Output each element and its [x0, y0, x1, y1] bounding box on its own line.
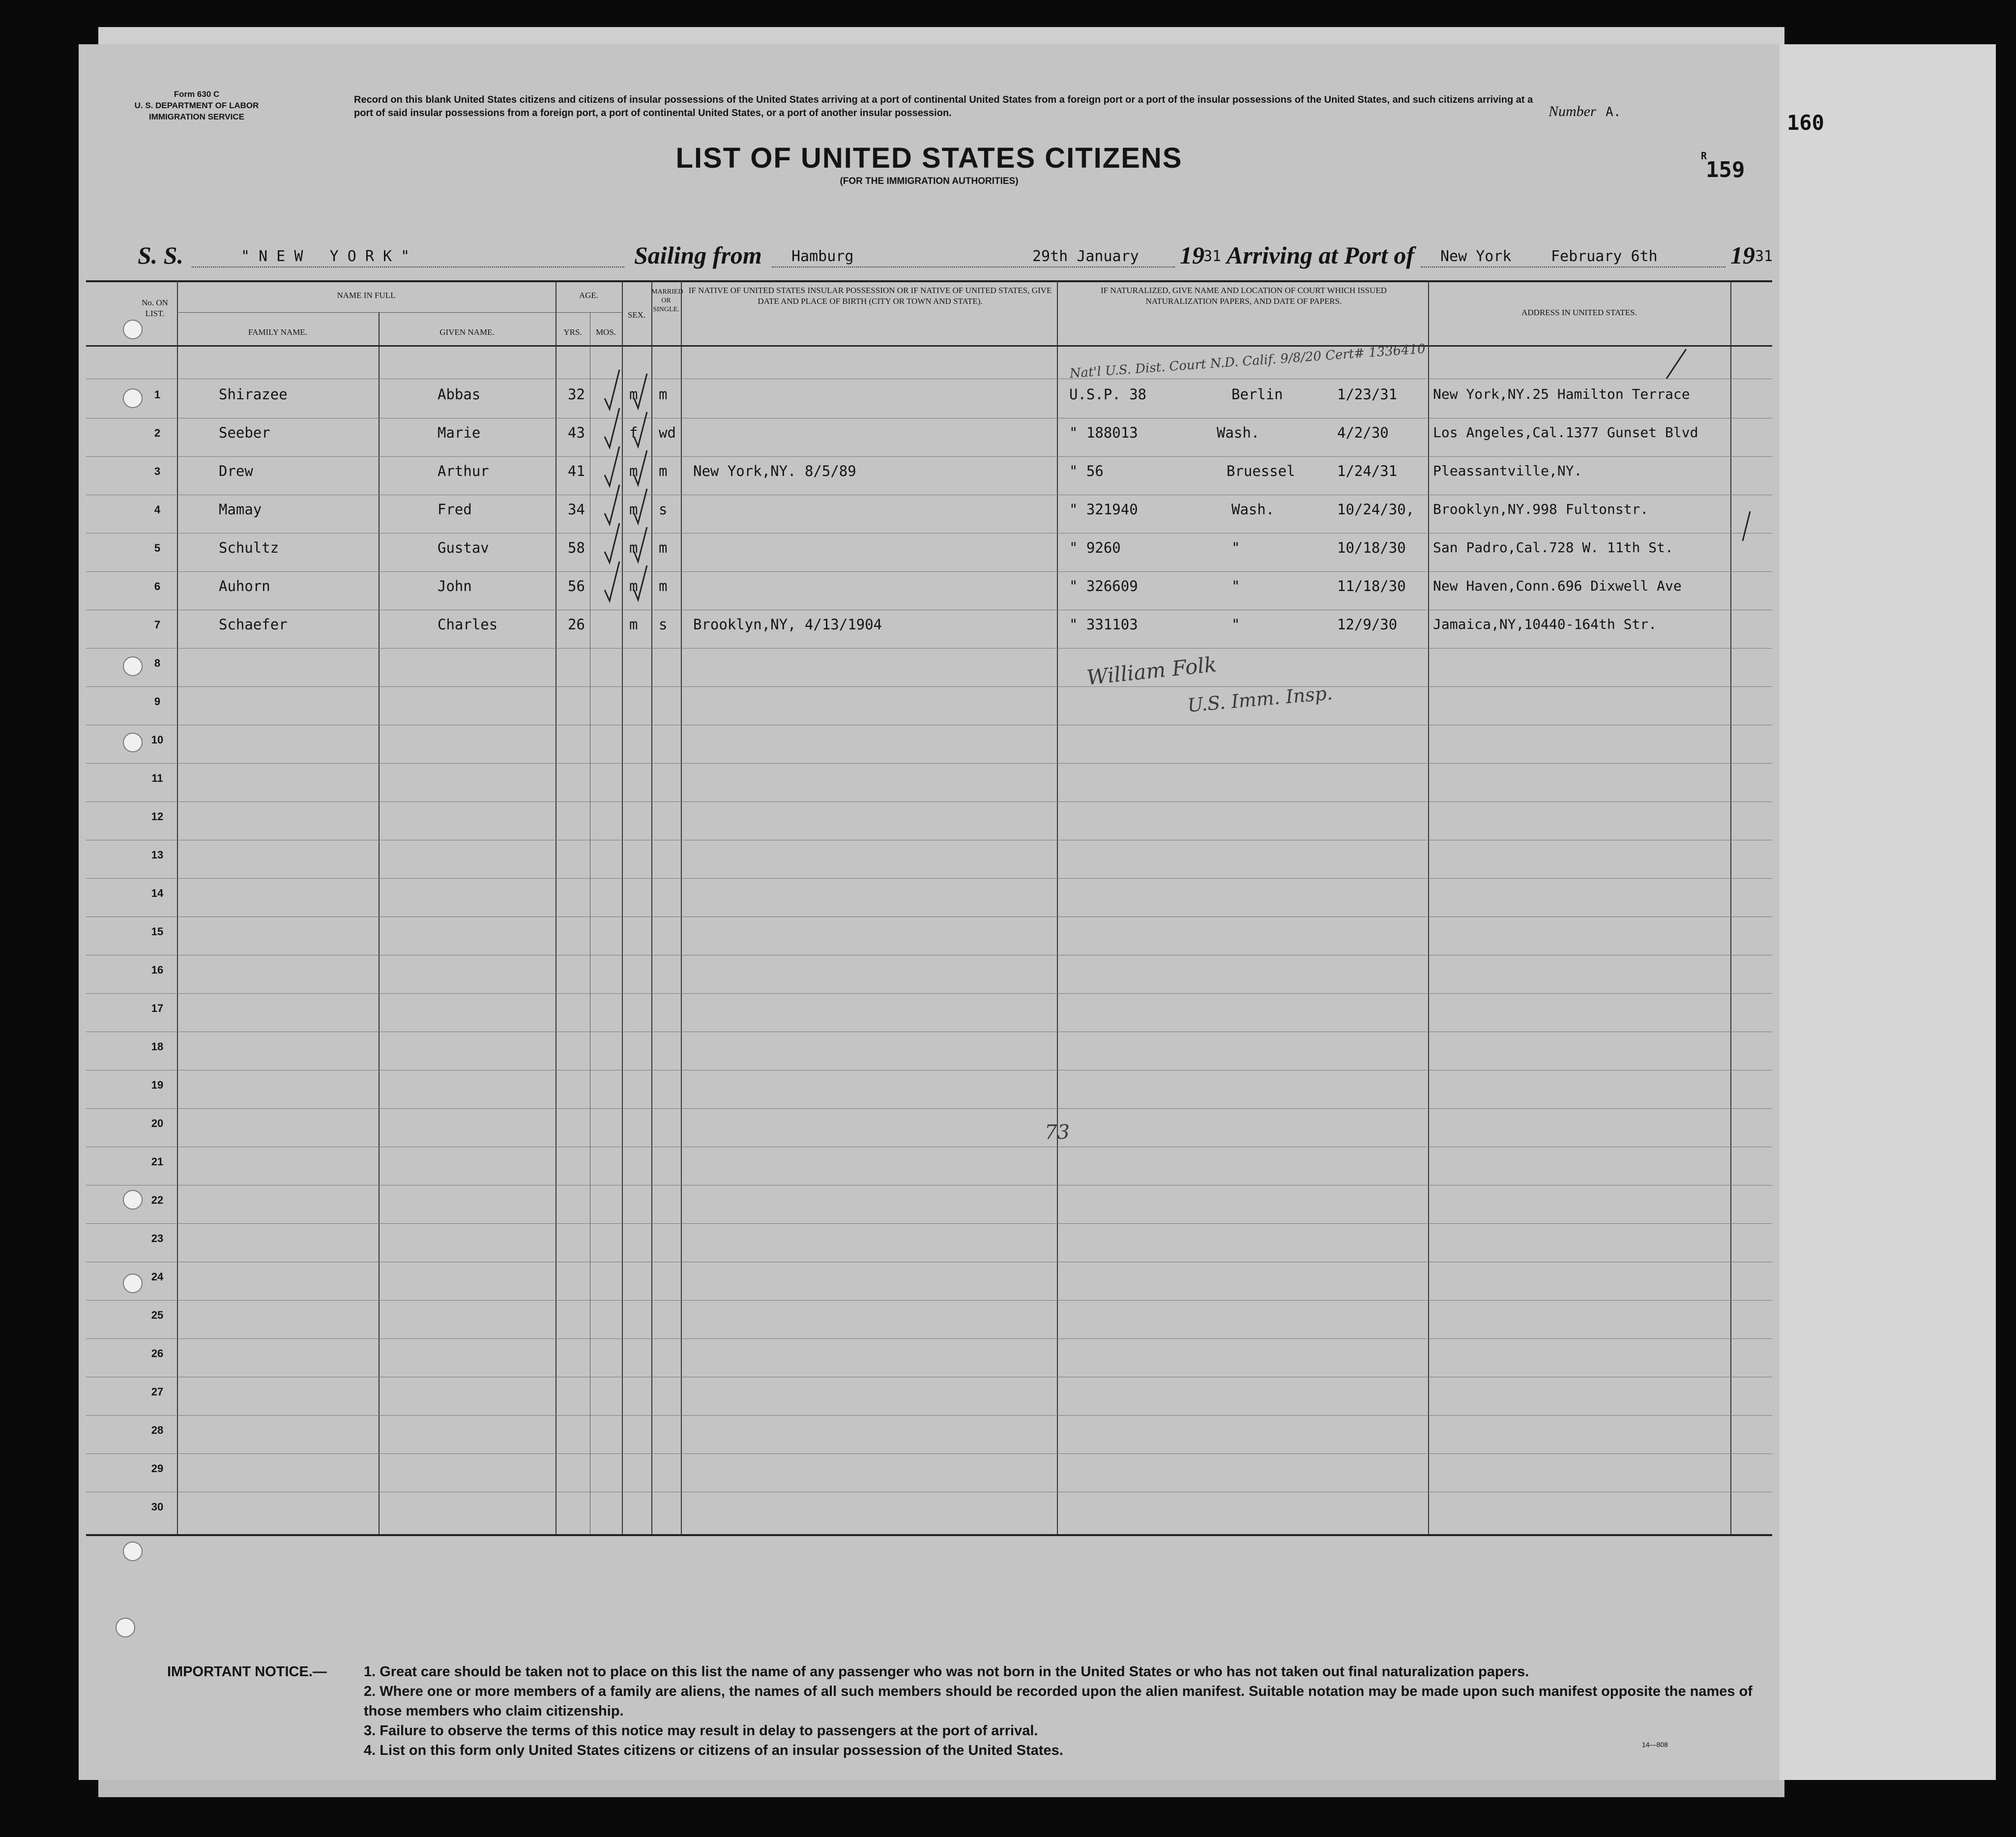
naturalization-place: Berlin	[1231, 386, 1283, 403]
table-bottom-rule	[86, 1534, 1772, 1536]
sailing-date: 29th January	[1032, 248, 1139, 265]
naturalization-certificate: " 188013	[1069, 424, 1138, 441]
binder-hole	[123, 656, 143, 676]
sex: m	[629, 616, 638, 633]
us-address: New Haven,Conn.696 Dixwell Ave	[1433, 578, 1682, 594]
inspector-signature: William Folk	[1085, 652, 1218, 690]
sailing-year-prefix: 19	[1180, 241, 1204, 269]
header-age: AGE.	[579, 291, 599, 300]
arrival-year-prefix: 19	[1730, 241, 1755, 269]
birth-info: Brooklyn,NY, 4/13/1904	[693, 616, 882, 633]
row-number: 3	[154, 465, 161, 477]
family-name: Auhorn	[219, 578, 270, 594]
inspector-title: U.S. Imm. Insp.	[1186, 682, 1334, 716]
binder-hole	[123, 1190, 143, 1210]
page-marker: R	[1701, 150, 1707, 162]
page-subtitle: (FOR THE IMMIGRATION AUTHORITIES)	[840, 176, 1019, 186]
arrival-port: New York	[1440, 248, 1512, 265]
marital-status: m	[659, 463, 668, 479]
row-number: 18	[151, 1040, 164, 1053]
form-identifier	[118, 89, 275, 122]
marital-status: m	[659, 539, 668, 556]
given-name: Gustav	[438, 539, 489, 556]
given-name: John	[438, 578, 472, 594]
row-number: 22	[151, 1194, 164, 1206]
row-number: 8	[154, 657, 161, 669]
family-name: Schultz	[219, 539, 279, 556]
row-number: 15	[151, 925, 164, 938]
age-years: 26	[568, 616, 585, 633]
under-sheet-top	[98, 27, 1784, 47]
row-number: 27	[151, 1386, 164, 1398]
check-mark-icon	[79, 44, 1780, 659]
naturalization-place: Wash.	[1217, 424, 1260, 441]
binder-hole	[123, 320, 143, 339]
age-years: 43	[568, 424, 585, 441]
us-address: San Padro,Cal.728 W. 11th St.	[1433, 539, 1673, 556]
row-number: 16	[151, 964, 164, 976]
notice-heading: IMPORTANT NOTICE.—	[167, 1664, 327, 1680]
table-top-rule	[86, 280, 1772, 282]
marital-status: m	[659, 386, 668, 403]
page-number: 159	[1706, 157, 1745, 182]
header-name-in-full: NAME IN FULL	[337, 291, 396, 300]
row-number: 25	[151, 1309, 164, 1321]
page-title: LIST OF UNITED STATES CITIZENS	[675, 142, 1183, 174]
row-number: 20	[151, 1117, 164, 1129]
row-number: 19	[151, 1079, 164, 1091]
arrival-year-suffix: 31	[1755, 248, 1773, 265]
row-number: 4	[154, 504, 161, 516]
sex: f	[629, 424, 638, 441]
row-number: 26	[151, 1347, 164, 1360]
us-address: Los Angeles,Cal.1377 Gunset Blvd	[1433, 424, 1698, 441]
handwritten-mark: 73	[1045, 1121, 1070, 1144]
list-number-value: A.	[1606, 105, 1621, 119]
sailing-port: Hamburg	[791, 248, 854, 265]
row-number: 23	[151, 1232, 164, 1244]
age-years: 56	[568, 578, 585, 594]
notice-item: 4. List on this form only United States citizens or citizens of an insular possession of the United States.	[364, 1743, 1063, 1758]
given-name: Charles	[438, 616, 498, 633]
naturalization-certificate: " 56	[1069, 463, 1104, 479]
binder-hole	[123, 1274, 143, 1293]
binder-hole	[116, 1618, 135, 1637]
row-number: 30	[151, 1501, 164, 1513]
department-name: U. S. DEPARTMENT OF LABOR	[134, 101, 259, 110]
row-number: 14	[151, 887, 164, 899]
family-name: Shirazee	[219, 386, 288, 403]
sex: m	[629, 386, 638, 403]
naturalization-place: Wash.	[1231, 501, 1275, 518]
naturalization-date: 4/2/30	[1337, 424, 1389, 441]
voyage-line	[138, 241, 1773, 270]
header-given-name: GIVEN NAME.	[439, 327, 495, 337]
header-no-on-list: No. ON LIST.	[142, 298, 168, 318]
marital-status: s	[659, 501, 668, 518]
naturalization-date: 12/9/30	[1337, 616, 1398, 633]
row-number: 28	[151, 1424, 164, 1436]
naturalization-certificate: " 331103	[1069, 616, 1138, 633]
us-address: Brooklyn,NY.998 Fultonstr.	[1433, 501, 1649, 517]
age-years: 58	[568, 539, 585, 556]
naturalization-certificate: U.S.P. 38	[1069, 386, 1147, 403]
binder-hole	[123, 733, 143, 752]
age-years: 41	[568, 463, 585, 479]
binder-hole	[123, 388, 143, 408]
us-address: Jamaica,NY,10440-164th Str.	[1433, 616, 1657, 632]
header-sex: SEX.	[627, 310, 646, 320]
naturalization-place: "	[1231, 539, 1240, 556]
family-name: Schaefer	[219, 616, 288, 633]
naturalization-place: Bruessel	[1227, 463, 1295, 479]
row-number: 1	[154, 388, 161, 401]
row-number: 9	[154, 695, 161, 708]
binder-hole	[123, 1541, 143, 1561]
naturalization-date: 11/18/30	[1337, 578, 1406, 594]
us-address: Pleassantville,NY.	[1433, 463, 1582, 479]
row-number: 17	[151, 1002, 164, 1014]
row-number: 29	[151, 1462, 164, 1475]
notice-item: 3. Failure to observe the terms of this notice may result in delay to passengers at the port of arrival.	[364, 1723, 1038, 1739]
family-name: Seeber	[219, 424, 270, 441]
form-number: Form 630 C	[174, 89, 220, 99]
sex: m	[629, 539, 638, 556]
header-mos: MOS.	[595, 327, 616, 337]
naturalization-date: 1/23/31	[1337, 386, 1398, 403]
age-years: 34	[568, 501, 585, 518]
naturalization-certificate: " 321940	[1069, 501, 1138, 518]
naturalization-date: 10/18/30	[1337, 539, 1406, 556]
marital-status: s	[659, 616, 668, 633]
us-address: New York,NY.25 Hamilton Terrace	[1433, 386, 1690, 402]
birth-info: New York,NY. 8/5/89	[693, 463, 856, 479]
row-number: 7	[154, 619, 161, 631]
sex: m	[629, 578, 638, 594]
arriving-label: Arriving at Port of	[1227, 241, 1414, 269]
instruction-text: Record on this blank United States citizens and citizens of insular possessions of the United States arriving at a port of continental United States from a foreign port or a port of the insular possessions of the United States, and such citizens arriving at a port of said insular possessions from a foreign port, a port of continental United States, or a port of another insular possession.	[354, 94, 1533, 119]
sex: m	[629, 501, 638, 518]
naturalization-certificate: " 9260	[1069, 539, 1121, 556]
row-number: 5	[154, 542, 161, 554]
row-number: 13	[151, 849, 164, 861]
row-number: 2	[154, 427, 161, 439]
row-number: 10	[151, 734, 164, 746]
naturalization-annotation: Nat'l U.S. Dist. Court N.D. Calif. 9/8/20 Cert# 1336410	[1069, 341, 1426, 382]
age-years: 32	[568, 386, 585, 403]
naturalization-date: 10/24/30,	[1337, 501, 1415, 518]
given-name: Abbas	[438, 386, 481, 403]
given-name: Fred	[438, 501, 472, 518]
list-number-label: Number	[1549, 103, 1596, 119]
notice-list	[364, 1662, 1765, 1760]
header-bottom-rule	[86, 345, 1772, 347]
sex: m	[629, 463, 638, 479]
ss-label: S. S.	[138, 241, 184, 269]
header-naturalized: IF NATURALIZED, GIVE NAME AND LOCATION OF COURT WHICH ISSUED NATURALIZATION PAPERS, AND DATE OF PAPERS.	[1100, 286, 1387, 306]
next-page-number: 160	[1787, 111, 1824, 135]
row-number: 12	[151, 810, 164, 823]
row-number: 24	[151, 1271, 164, 1283]
given-name: Arthur	[438, 463, 489, 479]
notice-item: 1. Great care should be taken not to place on this list the name of any passenger who was not born in the United States or who has not taken out final naturalization papers.	[364, 1664, 1529, 1680]
marital-status: m	[659, 578, 668, 594]
ship-name: " N E W Y O R K "	[241, 248, 410, 265]
list-number	[1549, 103, 1621, 120]
row-number: 11	[151, 772, 163, 784]
row-number: 21	[151, 1156, 164, 1168]
row-number: 6	[154, 580, 161, 593]
sailing-label: Sailing from	[634, 241, 762, 269]
header-married: MARRIED OR SINGLE.	[651, 288, 683, 313]
service-name: IMMIGRATION SERVICE	[149, 112, 244, 121]
sailing-year-suffix: 31	[1203, 248, 1222, 265]
header-birth: IF NATIVE OF UNITED STATES INSULAR POSSESSION OR IF NATIVE OF UNITED STATES, GIVE DATE AND PLACE OF BIRTH (CITY OR TOWN AND STATE).	[688, 286, 1052, 306]
header-family-name: FAMILY NAME.	[248, 327, 308, 337]
manifest-page	[79, 44, 1780, 1780]
given-name: Marie	[438, 424, 481, 441]
header-yrs: YRS.	[563, 327, 582, 337]
family-name: Drew	[219, 463, 253, 479]
naturalization-certificate: " 326609	[1069, 578, 1138, 594]
header-address: ADDRESS IN UNITED STATES.	[1521, 308, 1637, 317]
naturalization-place: "	[1231, 578, 1240, 594]
marital-status: wd	[659, 424, 676, 441]
arrival-date: February 6th	[1551, 248, 1658, 265]
form-footer-code: 14—808	[1642, 1741, 1668, 1748]
naturalization-place: "	[1231, 616, 1240, 633]
family-name: Mamay	[219, 501, 262, 518]
notice-item: 2. Where one or more members of a family are aliens, the names of all such members should be recorded upon the alien manifest. Suitable notation may be made upon such manifest opposite the names of those members who claim citizenship.	[364, 1684, 1753, 1719]
next-page-edge	[1760, 44, 1996, 1780]
naturalization-date: 1/24/31	[1337, 463, 1398, 479]
